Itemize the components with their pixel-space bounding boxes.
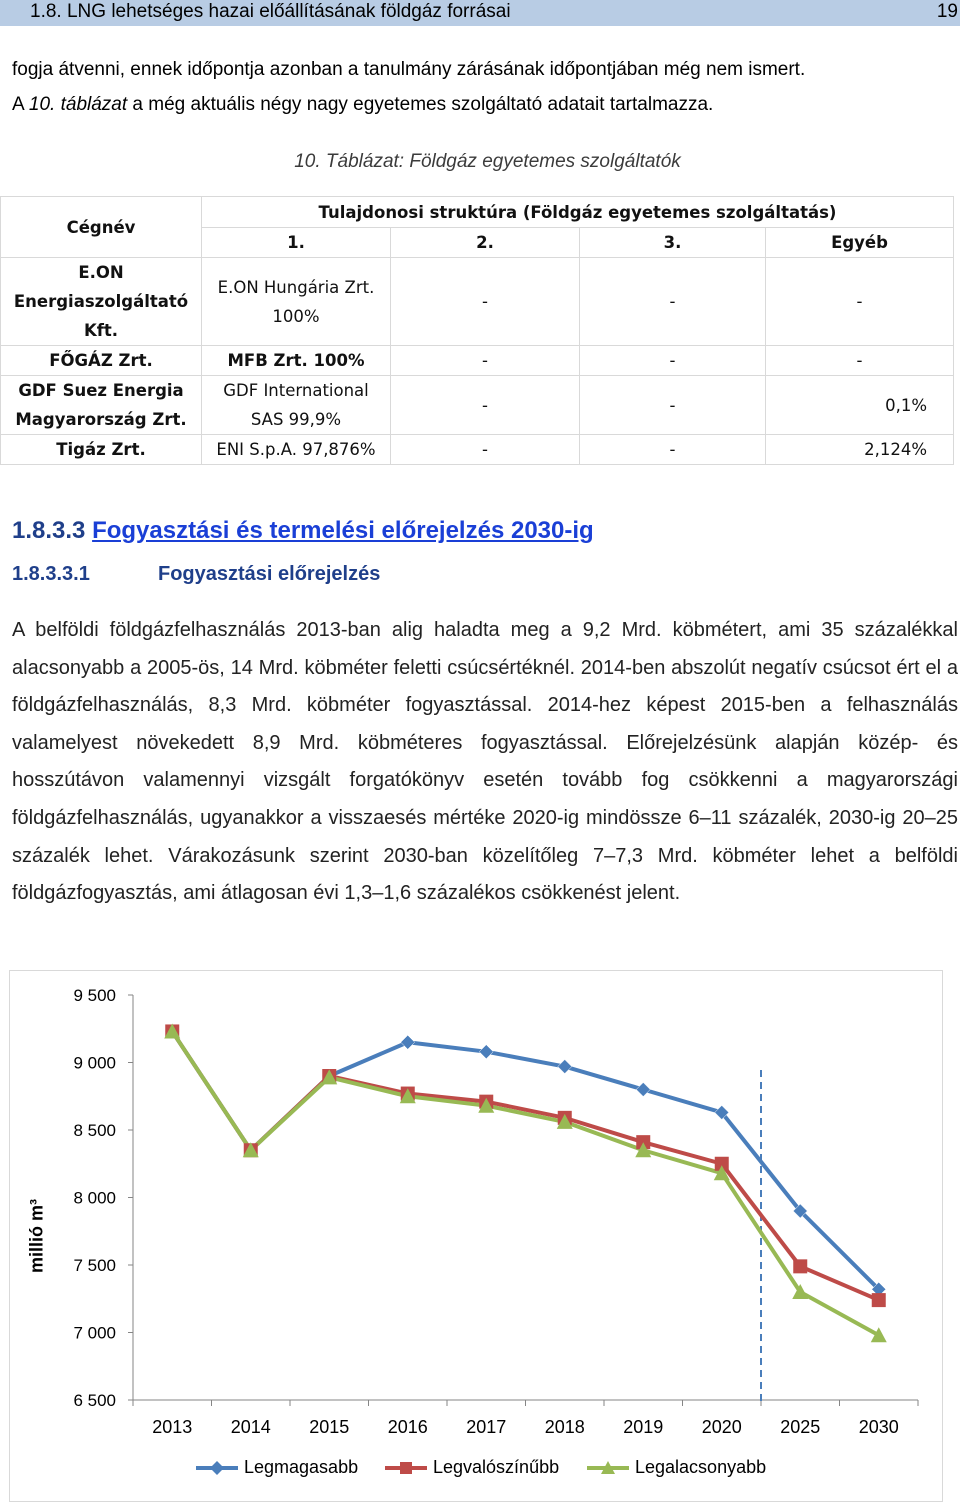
data-point-diamond: [401, 1035, 415, 1049]
legend-label: Legmagasabb: [244, 1457, 359, 1477]
intro-text-b: a még aktuális négy nagy egyetemes szolgáltató adatait tartalmazza.: [127, 94, 714, 115]
owner-2: -: [391, 376, 580, 435]
owner-other: -: [766, 258, 954, 346]
subsection-number: 1.8.3.3.1: [12, 563, 90, 585]
legend-item-legmagasabb: [196, 1457, 358, 1478]
data-point-diamond: [636, 1083, 650, 1097]
company-name: Tigáz Zrt.: [1, 435, 202, 465]
data-point-diamond: [479, 1045, 493, 1059]
y-tick-label: 7 000: [73, 1323, 116, 1343]
owner-other: -: [766, 346, 954, 376]
owner-1: GDF International SAS 99,9%: [202, 376, 391, 435]
header-other: Egyéb: [766, 228, 954, 258]
owner-1: MFB Zrt. 100%: [202, 346, 391, 376]
x-tick-label: 2020: [701, 1417, 742, 1437]
owner-2: -: [391, 258, 580, 346]
legend-marker-diamond: [196, 1458, 238, 1478]
y-tick-label: 7 500: [73, 1256, 116, 1275]
data-point-square: [793, 1259, 807, 1273]
header-owner-3: 3.: [580, 228, 766, 258]
legend-item-legvaloszinubb: [385, 1457, 559, 1478]
legend-marker-triangle: [587, 1458, 629, 1478]
table-reference: 10. táblázat: [28, 94, 128, 115]
section-number: 1.8.3.3: [12, 517, 86, 544]
y-axis-label: millió m³: [26, 1198, 47, 1274]
company-name: GDF Suez Energia Magyarország Zrt.: [1, 376, 202, 435]
data-point-square: [872, 1293, 886, 1307]
owner-3: -: [580, 435, 766, 465]
page-number: 19: [936, 1, 958, 22]
legend-label: Legvalószínűbb: [433, 1457, 560, 1477]
owner-1: ENI S.p.A. 97,876%: [202, 435, 391, 465]
owner-other: 0,1%: [766, 376, 954, 435]
header-owner-2: 2.: [391, 228, 580, 258]
x-tick-label: 2013: [152, 1417, 193, 1437]
y-tick-label: 8 500: [73, 1121, 116, 1140]
owner-2: -: [391, 346, 580, 376]
legend-marker-square: [385, 1458, 427, 1478]
header-company: Cégnév: [1, 197, 202, 258]
y-tick-label: 9 500: [73, 986, 116, 1005]
section-title[interactable]: Fogyasztási és termelési előrejelzés 2030-ig: [92, 517, 594, 544]
company-name: FŐGÁZ Zrt.: [1, 346, 202, 376]
x-tick-label: 2019: [623, 1417, 664, 1437]
x-tick-label: 2014: [230, 1417, 271, 1437]
owner-2: -: [391, 435, 580, 465]
data-point-diamond: [558, 1060, 572, 1074]
owner-3: -: [580, 258, 766, 346]
intro-line-1: fogja átvenni, ennek időpontja azonban a tanulmány zárásának időpontjában még nem ismert.: [12, 59, 806, 80]
subsection-title: Fogyasztási előrejelzés: [158, 563, 381, 585]
x-tick-label: 2016: [387, 1417, 428, 1437]
header-owner-1: 1.: [202, 228, 391, 258]
x-tick-label: 2025: [780, 1417, 821, 1437]
y-tick-label: 9 000: [73, 1053, 116, 1073]
x-tick-label: 2030: [858, 1417, 899, 1437]
owner-3: -: [580, 346, 766, 376]
company-name: E.ON Energiaszolgáltató Kft.: [1, 258, 202, 346]
series-line-legvalószínűbb: [172, 1031, 879, 1300]
legend-item-legalacsonyabb: [587, 1457, 766, 1478]
x-tick-label: 2015: [309, 1417, 350, 1437]
header-ownership: Tulajdonosi struktúra (Földgáz egyetemes szolgáltatás): [202, 197, 954, 228]
x-tick-label: 2017: [466, 1417, 507, 1437]
series-line-legalacsonyabb: [172, 1031, 879, 1335]
owner-other: 2,124%: [766, 435, 954, 465]
header-section-title: 1.8. LNG lehetséges hazai előállításának földgáz forrásai: [30, 1, 511, 22]
owner-3: -: [580, 376, 766, 435]
body-paragraph: A belföldi földgázfelhasználás 2013-ban alig haladta meg a 9,2 Mrd. köbmétert, ami 35 százalékkal alacsonyabb a 2005-ös, 14 Mrd. köbméter feletti csúcsértéknél. 2014-ben abszolút negatív csúcsot ért el a földgázfelhasználás, 8,3 Mrd. köbméter fogyasztással. 2014-hez képest 2015-ben a felhasználás valamelyest növekedett 8,9 Mrd. köbméteres fogyasztással. Előrejelzésünk alapján közép- és hosszútávon valamennyi vizsgált forgatókönyv esetén tovább fog csökkenni a magyarországi földgázfelhasználás, ugyanakkor a visszaesés mértéke 2020-ig mindössze 6–11 százalék, 2030-ig 20–25 százalék lehet. Várakozásunk szerint 2030-ban közelítőleg 7–7,3 Mrd. köbméter lehet a belföldi földgázfogyasztás, ami átlagosan évi 1,3–1,6 százalékos csökkenést jelent.: [12, 619, 958, 905]
y-tick-label: 6 500: [73, 1391, 116, 1410]
y-tick-label: 8 000: [73, 1188, 116, 1208]
table-caption: 10. Táblázat: Földgáz egyetemes szolgáltatók: [294, 151, 681, 172]
data-point-triangle: [871, 1327, 887, 1342]
legend-label: Legalacsonyabb: [635, 1457, 767, 1477]
intro-text-a: A: [12, 94, 29, 115]
owner-1: E.ON Hungária Zrt. 100%: [202, 258, 391, 346]
x-tick-label: 2018: [544, 1417, 585, 1437]
